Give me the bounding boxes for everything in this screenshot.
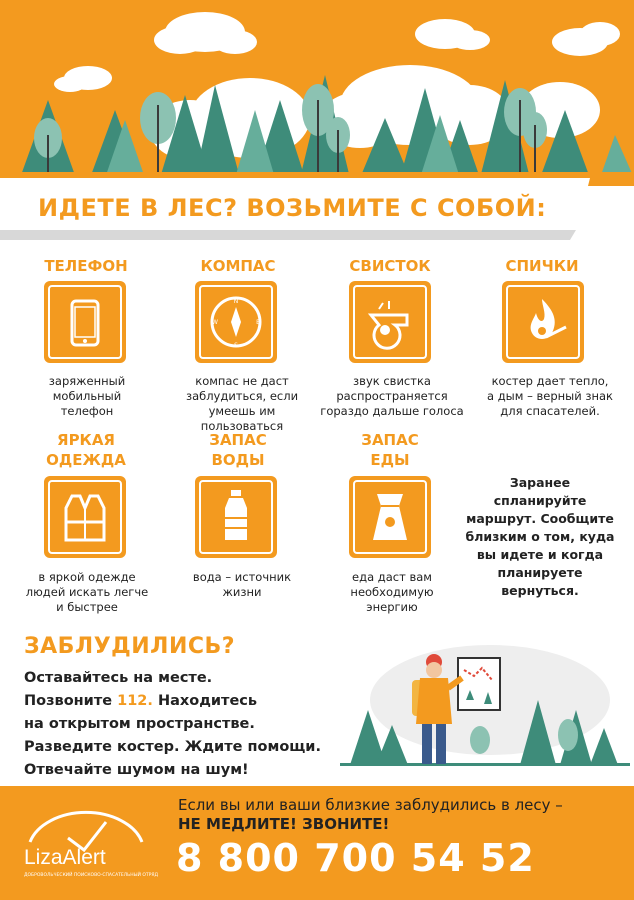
banner-title: ИДЕТЕ В ЛЕС? ВОЗЬМИТЕ С СОБОЙ: xyxy=(38,194,547,222)
hotline-phone-number[interactable]: 8 800 700 54 52 xyxy=(176,836,535,880)
item-phone-desc: заряженный мобильный телефон xyxy=(48,374,126,418)
emergency-number: 112. xyxy=(117,693,153,709)
footer-line2: НЕ МЕДЛИТЕ! ЗВОНИТЕ! xyxy=(178,815,390,833)
forest-header-illustration xyxy=(0,0,634,178)
logo-name: LizaAlert xyxy=(24,846,106,869)
item-whistle-title: СВИСТОК xyxy=(349,257,431,275)
item-matches-title: СПИЧКИ xyxy=(505,257,579,275)
food-bag-icon xyxy=(349,476,431,558)
lost-hiker-illustration xyxy=(340,640,630,775)
item-matches-desc: костер дает тепло, а дым – верный знак для спасателей. xyxy=(487,374,613,418)
lost-title: ЗАБЛУДИЛИСЬ? xyxy=(24,634,236,659)
item-clothes-title: ЯРКАЯ ОДЕЖДА xyxy=(46,431,126,469)
item-whistle-desc: звук свистка распространяется гораздо дальше голоса xyxy=(320,374,464,418)
item-phone-title: ТЕЛЕФОН xyxy=(44,257,128,275)
item-water-title: ЗАПАС ВОДЫ xyxy=(209,431,267,469)
item-food-title: ЗАПАС ЕДЫ xyxy=(361,431,419,469)
water-bottle-icon xyxy=(195,476,277,558)
svg-text:E: E xyxy=(256,319,260,326)
footer-line1: Если вы или ваши близкие заблудились в лесу – xyxy=(178,796,563,814)
lost-instructions: Оставайтесь на месте. Позвоните 112. Находитесь на открытом пространстве. Разведите костер. Ждите помощи. Отвечайте шумом на шум! xyxy=(24,670,321,778)
svg-text:N: N xyxy=(233,298,239,305)
route-note: Заранее спланируйте маршрут. Сообщите близким о том, куда вы идете и когда планируете вернуться. xyxy=(465,475,615,598)
svg-text:W: W xyxy=(212,319,218,326)
phone-icon xyxy=(44,281,126,363)
item-compass-title: КОМПАС xyxy=(200,257,276,275)
svg-text:S: S xyxy=(234,342,238,349)
matches-icon xyxy=(502,281,584,363)
vest-icon xyxy=(44,476,126,558)
logo-subtitle: ДОБРОВОЛЬЧЕСКИЙ ПОИСКОВО-СПАСАТЕЛЬНЫЙ ОТРЯД xyxy=(24,873,159,878)
whistle-icon xyxy=(349,281,431,363)
item-compass-desc: компас не даст заблудиться, если умеешь им пользоваться xyxy=(185,374,299,433)
item-water-desc: вода – источник жизни xyxy=(192,570,292,599)
item-food-desc: еда даст вам необходимую энергию xyxy=(350,570,434,614)
compass-icon xyxy=(195,281,277,363)
item-clothes-desc: в яркой одежде людей искать легче и быстрее xyxy=(25,570,149,614)
